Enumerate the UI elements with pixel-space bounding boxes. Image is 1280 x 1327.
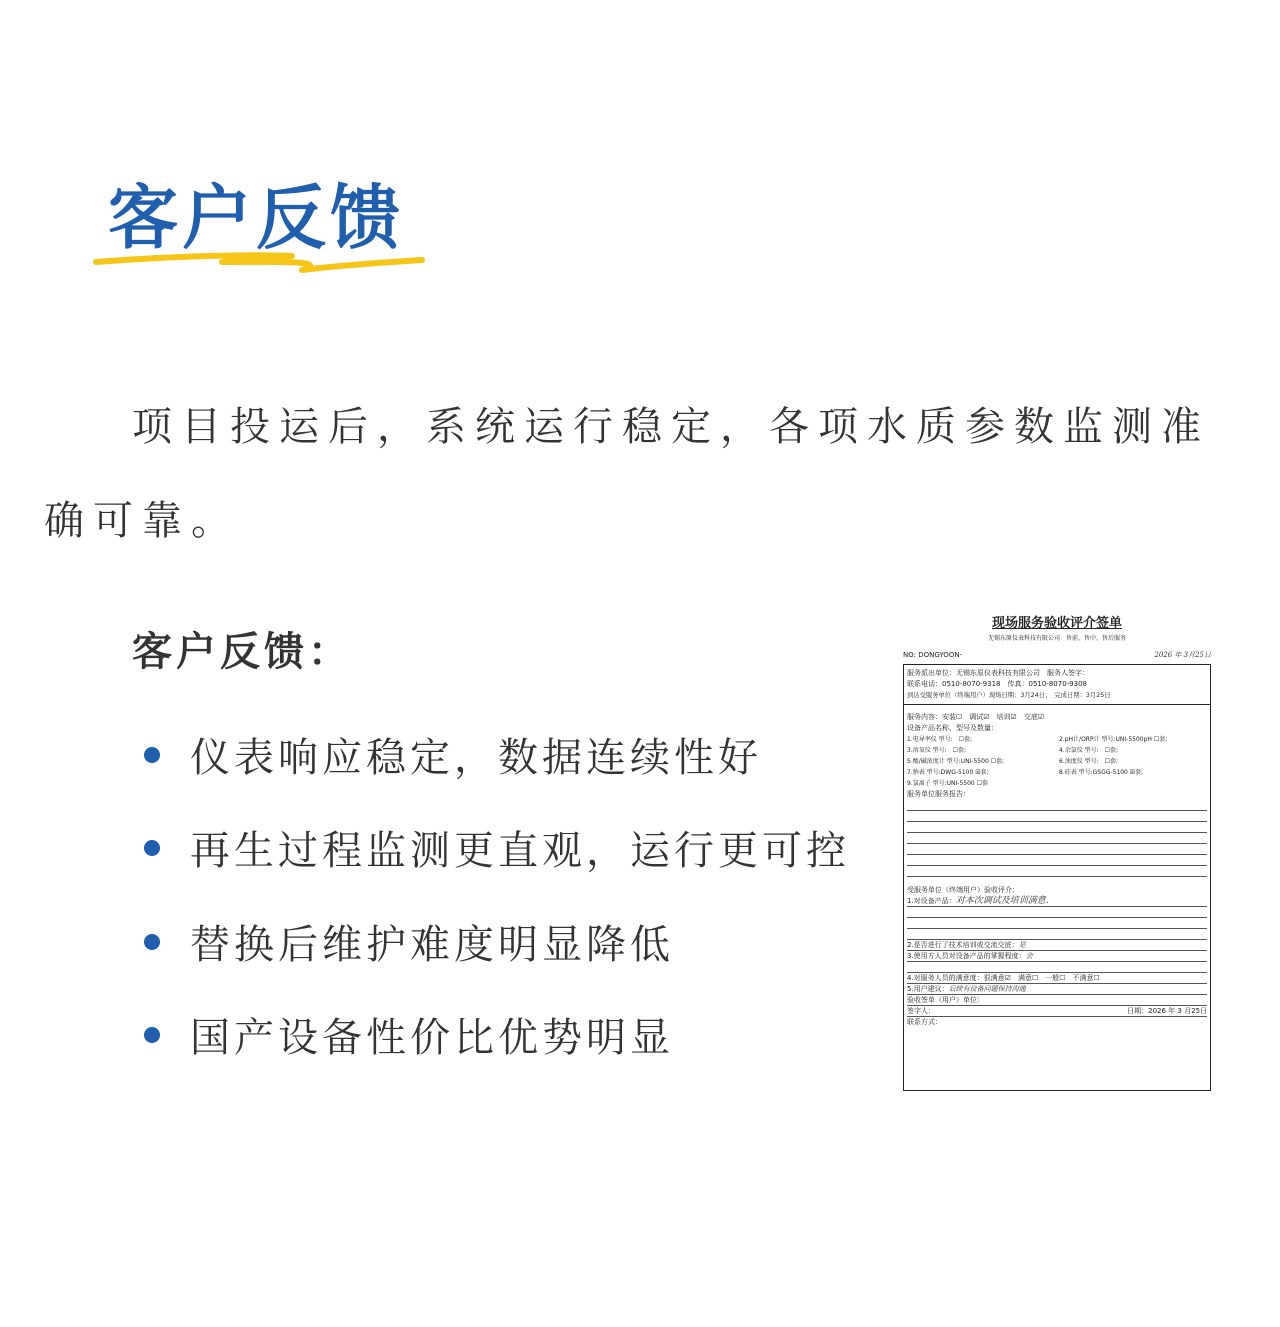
form-q4: 4.对服务人员的满意度：很满意☑ 满意☐ 一般☐ 不满意☐	[907, 973, 1207, 984]
form-product: 8.硅表 型号:GSGG-5100 ☒套;	[1059, 769, 1144, 776]
bullet-item	[144, 819, 850, 876]
form-q2-answer: 是	[1018, 941, 1026, 949]
bullet-dot-icon	[144, 840, 160, 856]
form-q5-answer: 后续有设备问题保持沟通	[948, 985, 1026, 993]
title-underline	[92, 250, 427, 280]
form-unit: 服务派出单位：无锡东原仪表科技有限公司 服务人签字：	[907, 669, 1089, 677]
bullet-item	[144, 1006, 674, 1063]
form-q3: 3.使用方人员对设备产品的掌握程度：	[907, 952, 1026, 960]
form-products-label: 设备产品名称、型号及数量：	[907, 724, 998, 732]
form-product: 2.pH计/ORP计 型号:UNI-5500pH ☐套;	[1059, 736, 1168, 743]
form-phone: 联系电话：0510-8070-9318 传真：0510-8070-9308	[907, 680, 1087, 688]
bullet-dot-icon	[144, 747, 160, 763]
form-q1: 1.对设备产品：	[907, 897, 956, 905]
form-sign-unit: 验收签单（用户）单位：	[907, 995, 1207, 1006]
bullet-text: 再生过程监测更直观，运行更可控	[190, 828, 850, 874]
bullet-text: 国产设备性价比优势明显	[190, 1015, 674, 1061]
form-product: 5.酸/碱浓度计 型号:UNI-5500 ☐套;	[907, 758, 1005, 765]
form-contact: 联系方式：	[907, 1018, 942, 1026]
form-body-box	[903, 705, 1211, 1091]
form-eval-label: 受服务单位（终端用户）验收评介：	[907, 886, 1019, 894]
form-product: 4.余氯仪 型号: ☐套;	[1059, 747, 1119, 754]
form-sign-date: 日期：2026 年 3 月25日	[1127, 1007, 1207, 1015]
form-signer: 签字人：	[907, 1007, 935, 1015]
form-product: 6.浊度仪 型号: ☐套;	[1059, 758, 1119, 765]
form-no: NO: DONGYOON-	[903, 651, 963, 659]
form-product: 1.电导率仪 型号: ☐套;	[907, 736, 973, 743]
form-header-box	[903, 664, 1211, 705]
form-q5: 5.用户建议：	[907, 985, 949, 993]
form-title: 现场服务验收评介签单	[991, 616, 1122, 631]
form-report-label: 服务单位服务报告：	[907, 790, 970, 798]
bullet-text: 替换后维护难度明显降低	[190, 922, 674, 968]
bullet-item	[144, 913, 674, 970]
form-subtitle: 无锡东原仪表科技有限公司 售前、售中、售后服务	[987, 635, 1126, 642]
form-arrival: 到达受服务单位（终端用户）现场日期：3月24日； 完成日期：3月25日	[907, 692, 1111, 699]
form-product: 3.溶氧仪 型号: ☐套;	[907, 747, 967, 754]
bullet-dot-icon	[144, 1027, 160, 1043]
bullet-item	[144, 726, 762, 783]
intro-paragraph: 项目投运后，系统运行稳定，各项水质参数监测准确可靠。	[44, 404, 1210, 544]
form-product: 7.钠表 型号:DWG-5100 ☒套;	[907, 769, 989, 776]
form-q3-answer: 会	[1025, 952, 1033, 960]
form-product: 9.氯离子 型号:UNI-5500 ☐套	[907, 780, 989, 787]
form-date: 2026 年 3月25日	[1154, 651, 1211, 659]
page-title: 客户反馈	[108, 177, 404, 259]
form-q2: 2.是否进行了技术培训或交流交底：	[907, 941, 1019, 949]
service-acceptance-form-image	[903, 612, 1211, 1102]
bullet-text: 仪表响应稳定，数据连续性好	[190, 735, 762, 781]
form-q1-answer: 对本次调试及培训满意.	[955, 896, 1049, 906]
feedback-subheading: 客户反馈：	[132, 629, 352, 675]
form-content: 服务内容：安装☐ 调试☑ 培训☑ 交底☑	[907, 713, 1045, 721]
bullet-dot-icon	[144, 934, 160, 950]
